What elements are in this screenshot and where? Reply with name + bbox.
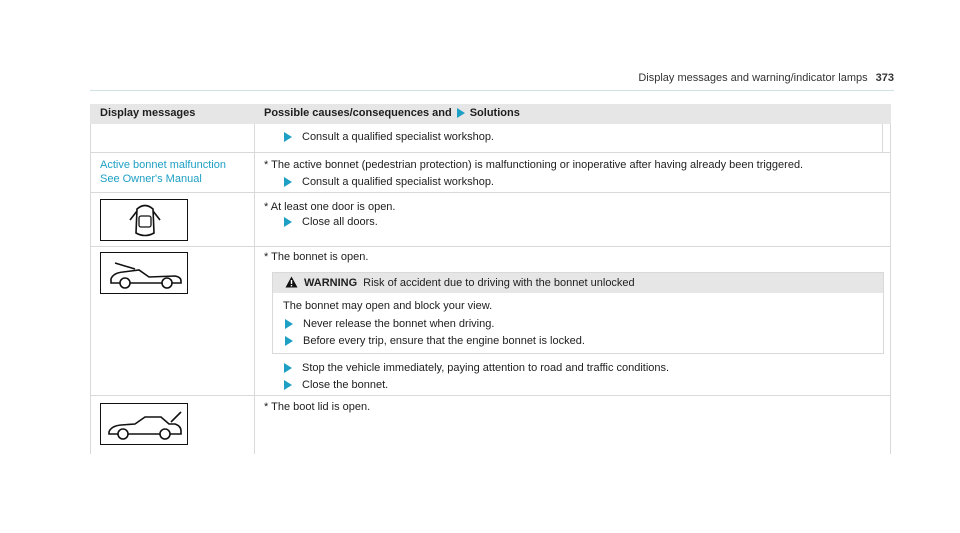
message-active-bonnet [100, 158, 226, 186]
table-column-divider [254, 124, 255, 454]
warning-bullet-2 [285, 335, 585, 347]
arrow-right-icon [285, 319, 293, 329]
row0-bullet [284, 131, 494, 143]
running-head-title: Display messages and warning/indicator lamps [638, 72, 868, 84]
row2-bullet-text: Close all doors. [302, 216, 378, 228]
warning-triangle-icon [285, 276, 298, 291]
running-head [638, 72, 894, 84]
row1-bullet-text: Consult a qualified specialist workshop. [302, 176, 494, 188]
row4-cause: * The boot lid is open. [264, 401, 371, 413]
row1-cause: * The active bonnet (pedestrian protection) is malfunctioning or inoperative after having already been triggered. [264, 159, 804, 171]
arrow-right-icon [284, 132, 292, 142]
row-divider [90, 395, 891, 396]
car-boot-open-icon [100, 403, 188, 445]
display-messages-table [90, 104, 891, 454]
message-line-1: Active bonnet malfunction [100, 159, 226, 171]
warning-bullet-1 [285, 318, 494, 330]
arrow-right-icon [457, 108, 465, 118]
warning-bullet-2-text: Before every trip, ensure that the engine bonnet is locked. [303, 335, 585, 347]
warning-title: WARNING [304, 277, 358, 289]
row0-cell-border [882, 124, 883, 152]
car-door-open-icon [100, 199, 188, 241]
warning-box [272, 272, 884, 354]
arrow-right-icon [285, 336, 293, 346]
col-header-causes [264, 107, 520, 119]
col-header-solutions: Solutions [469, 107, 520, 119]
arrow-right-icon [284, 363, 292, 373]
arrow-right-icon [284, 380, 292, 390]
row2-bullet [284, 216, 378, 228]
warning-subtitle: Risk of accident due to driving with the bonnet unlocked [363, 277, 635, 289]
col-header-causes-prefix: Possible causes/consequences and [264, 107, 452, 119]
row3-bullet-1 [284, 362, 669, 374]
page-number: 373 [875, 72, 894, 84]
warning-header [273, 273, 883, 293]
row2-cause: * At least one door is open. [264, 201, 396, 213]
row-divider [90, 192, 891, 193]
table-border-left [90, 124, 91, 454]
row3-bullet-1-text: Stop the vehicle immediately, paying attention to road and traffic conditions. [302, 362, 670, 374]
row3-bullet-2-text: Close the bonnet. [302, 379, 389, 391]
arrow-right-icon [284, 217, 292, 227]
row1-bullet [284, 176, 494, 188]
table-header [90, 104, 891, 124]
warning-body: The bonnet may open and block your view. [283, 300, 493, 312]
table-border-right [890, 124, 891, 454]
row3-bullet-2 [284, 379, 388, 391]
row-divider [90, 152, 891, 153]
row0-bullet-text: Consult a qualified specialist workshop. [302, 131, 494, 143]
col-header-display-messages: Display messages [100, 107, 196, 119]
car-bonnet-open-icon [100, 252, 188, 294]
row-divider [90, 246, 891, 247]
warning-bullet-1-text: Never release the bonnet when driving. [303, 318, 495, 330]
message-line-2: See Owner's Manual [100, 173, 202, 185]
arrow-right-icon [284, 177, 292, 187]
row3-cause: * The bonnet is open. [264, 251, 369, 263]
